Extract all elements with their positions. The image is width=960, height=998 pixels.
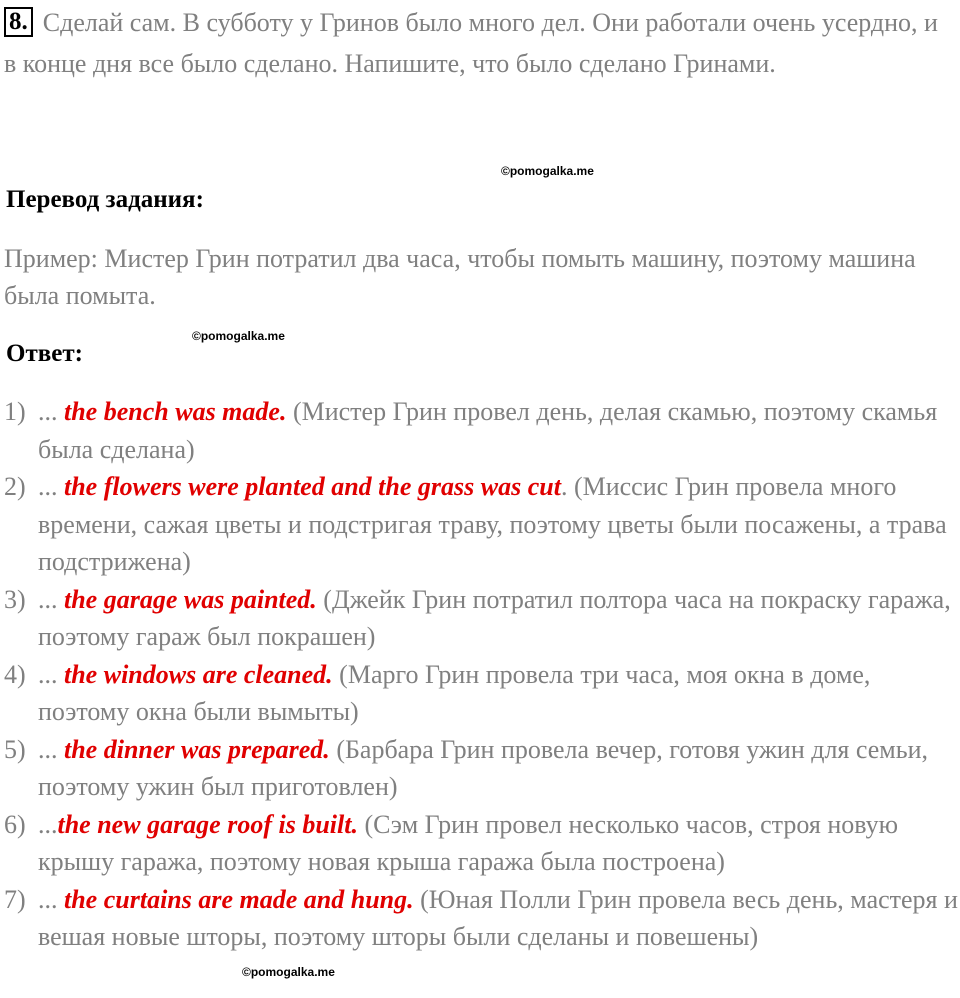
item-number: 4)	[4, 659, 26, 689]
answer-phrase: the curtains are made and hung.	[64, 884, 414, 914]
item-prefix: ...	[38, 734, 64, 764]
answer-phrase: the garage was painted.	[64, 584, 317, 614]
item-number: 1)	[4, 397, 26, 426]
watermark: ©pomogalka.me	[192, 329, 285, 343]
answer-phrase: the new garage roof is built.	[57, 809, 358, 839]
translation-note: (Барбара Грин провела вечер, готовя ужин для семьи, поэтому ужин был приготовлен)	[38, 734, 929, 801]
list-item	[4, 731, 960, 806]
translation-note: (Юная Полли Грин провела весь день, мастеря и вешая новые шторы, поэтому шторы были сделаны и повешены)	[38, 884, 958, 951]
watermark: ©pomogalka.me	[242, 965, 335, 979]
translation-note: . (Миссис Грин провела много времени, сажая цветы и подстригая траву, поэтому цветы были посажены, а трава подстрижена)	[38, 472, 947, 576]
item-number: 5)	[4, 734, 26, 764]
translation-note: (Мистер Грин провел день, делая скамью, поэтому скамья была сделана)	[38, 397, 938, 464]
item-number: 6)	[4, 809, 26, 839]
item-prefix: ...	[38, 397, 64, 426]
answer-phrase: the flowers were planted and the grass was cut	[64, 472, 561, 501]
item-prefix: ...	[38, 472, 64, 501]
item-number: 2)	[4, 472, 26, 501]
answer-heading: Ответ:	[6, 340, 83, 367]
answer-phrase: the windows are cleaned.	[64, 659, 333, 689]
list-item	[4, 393, 960, 468]
answer-phrase: the bench was made.	[64, 397, 287, 426]
list-item	[4, 656, 960, 731]
answer-phrase: the dinner was prepared.	[64, 734, 330, 764]
item-prefix: ...	[38, 659, 64, 689]
list-item	[4, 581, 960, 656]
item-prefix: ...	[38, 809, 58, 839]
watermark: ©pomogalka.me	[501, 164, 594, 178]
answer-list	[4, 393, 960, 956]
translation-note: (Марго Грин провела три часа, моя окна в доме, поэтому окна были вымыты)	[38, 659, 871, 726]
list-item	[4, 881, 960, 956]
list-item	[4, 806, 960, 881]
task-statement	[4, 2, 954, 84]
task-text: Сделай сам. В субботу у Гринов было много дел. Они работали очень усердно, и в конце дня все было сделано. Напишите, что было сделано Гринами.	[4, 8, 938, 78]
translation-heading: Перевод задания:	[6, 186, 204, 213]
item-prefix: ...	[38, 884, 64, 914]
item-prefix: ...	[38, 584, 64, 614]
translation-note: (Сэм Грин провел несколько часов, строя новую крышу гаража, поэтому новая крыша гаража была построена)	[38, 809, 899, 876]
translation-note: (Джейк Грин потратил полтора часа на покраску гаража, поэтому гараж был покрашен)	[38, 584, 951, 651]
item-number: 3)	[4, 584, 26, 614]
example-text: Пример: Мистер Грин потратил два часа, чтобы помыть машину, поэтому машина была помыта.	[4, 244, 916, 310]
item-number: 7)	[4, 884, 26, 914]
task-number: 8.	[4, 7, 33, 37]
list-item	[4, 468, 960, 581]
